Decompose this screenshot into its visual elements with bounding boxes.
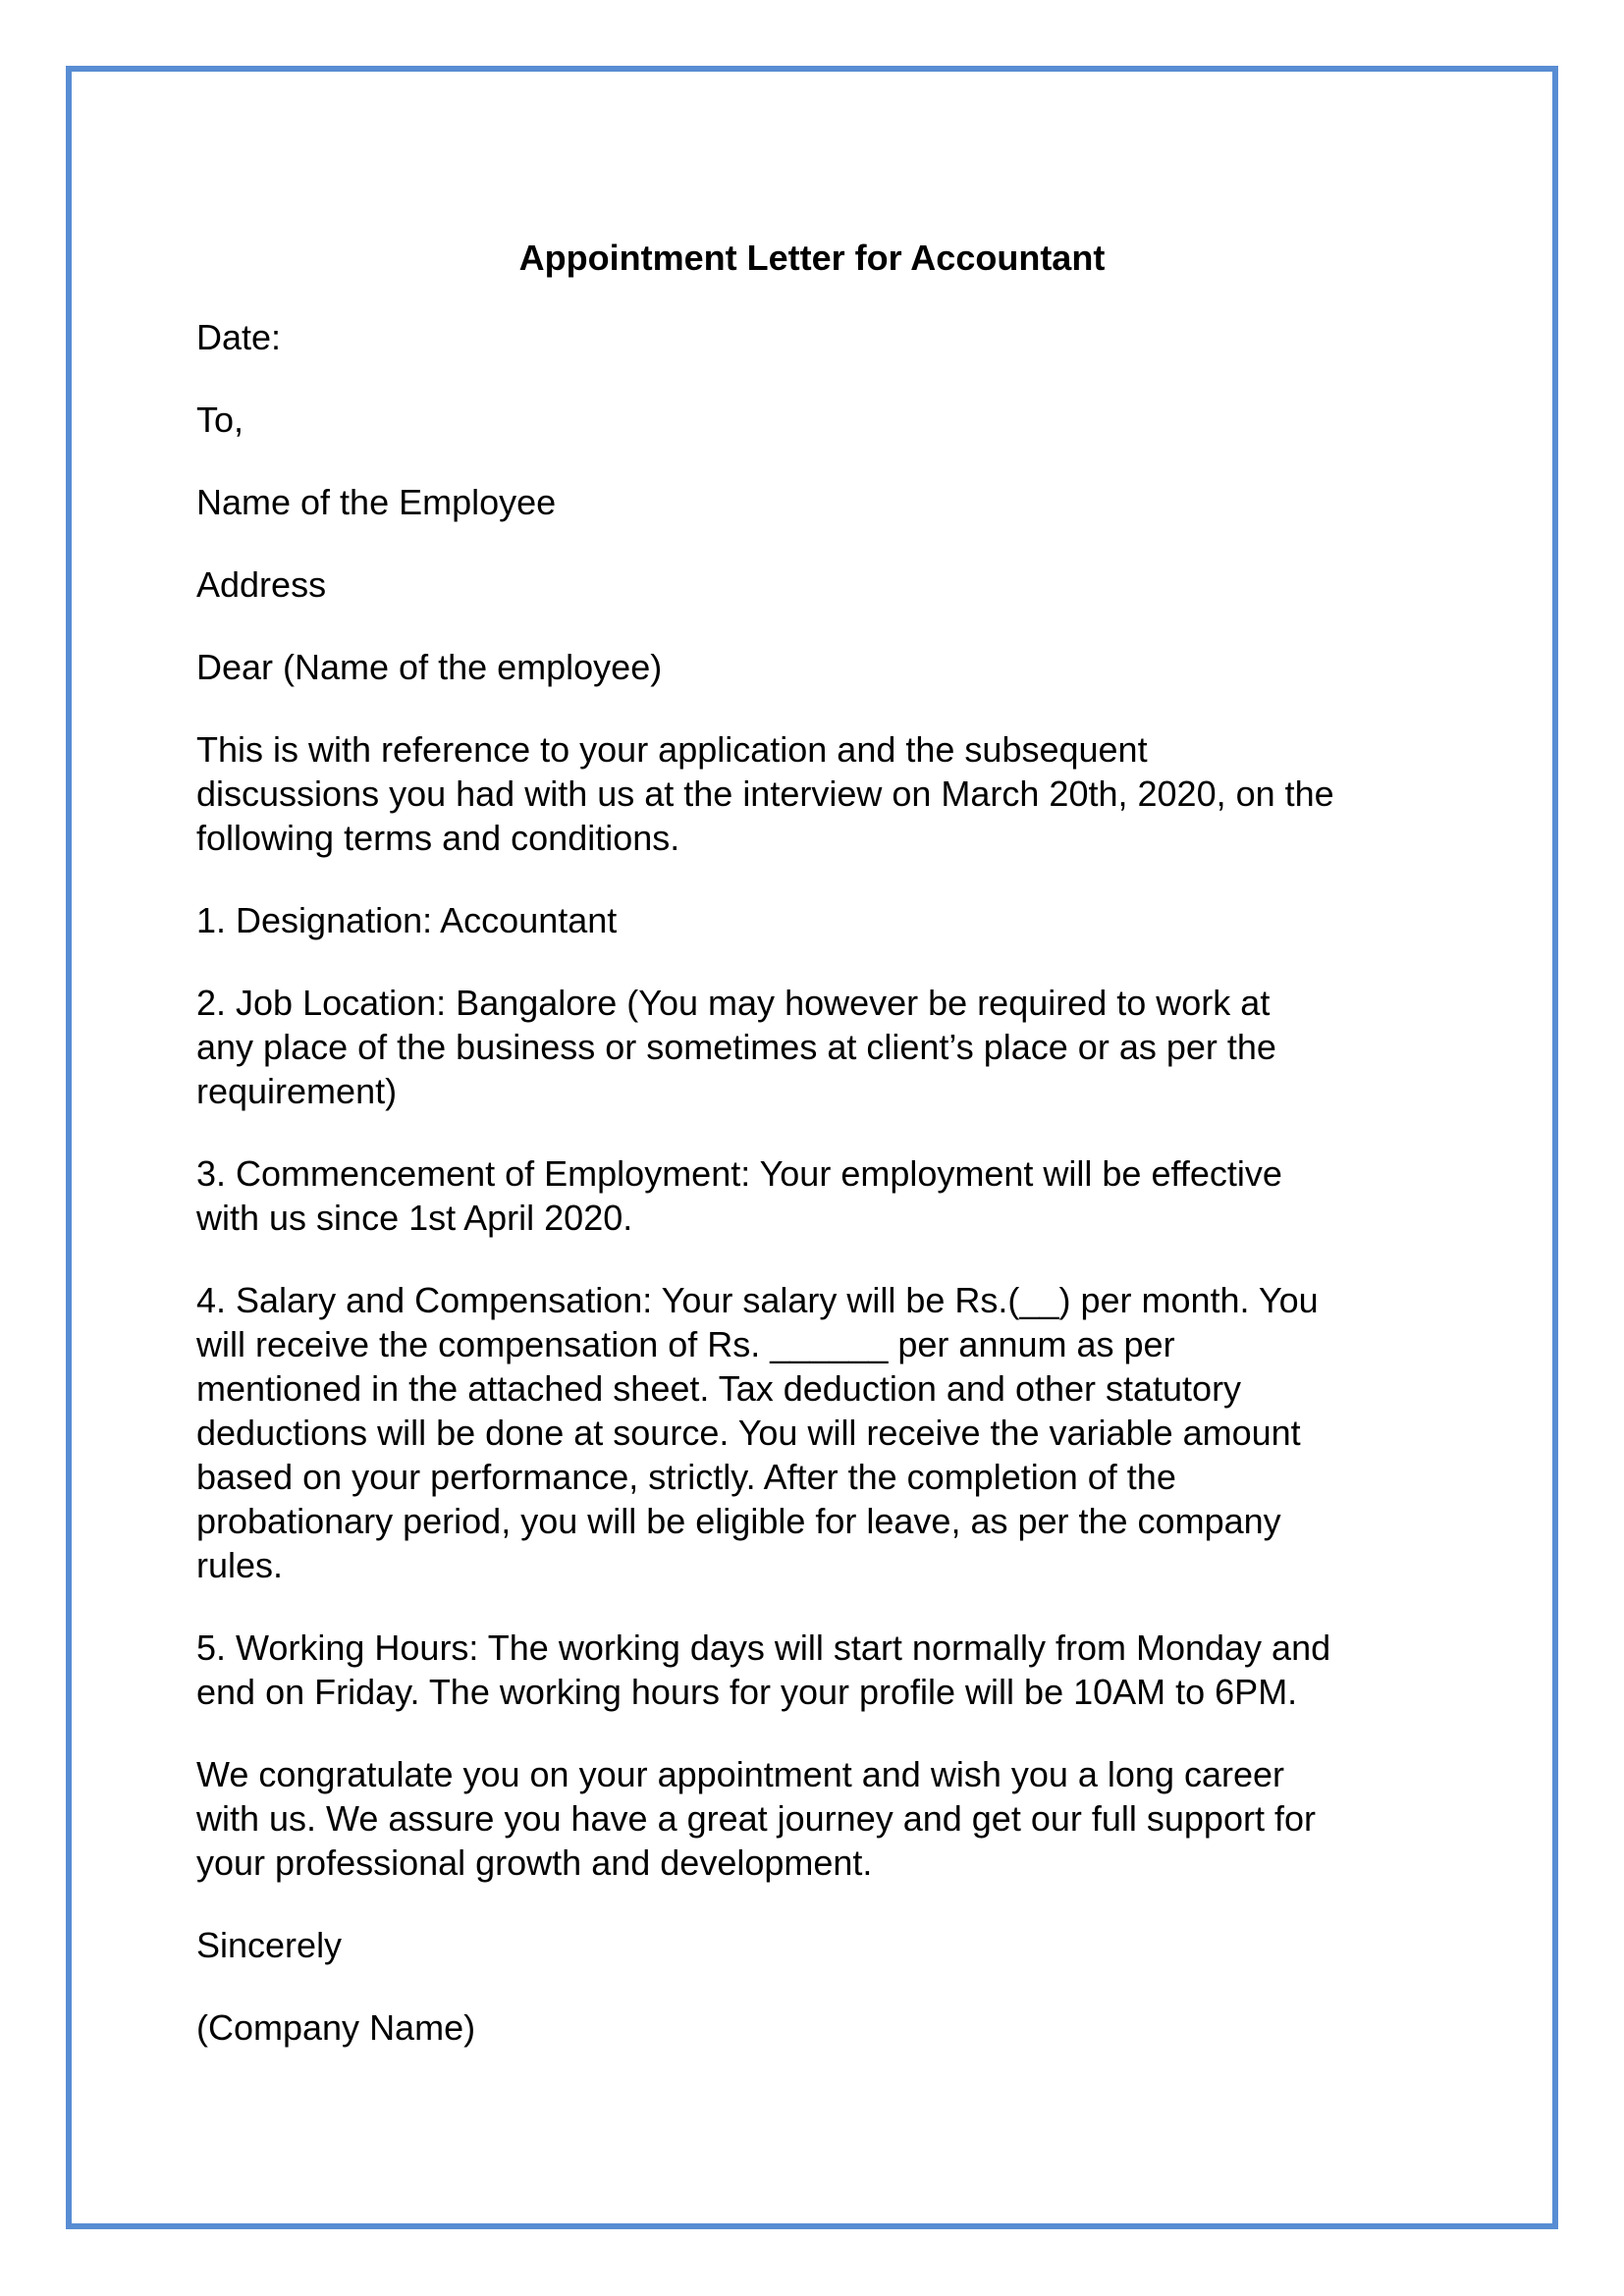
recipient-to: To, — [196, 400, 244, 440]
sign-off: Sincerely — [196, 1925, 343, 1965]
term-job-location — [196, 981, 1473, 1113]
term-line: based on your performance, strictly. After the completion of the — [196, 1457, 1176, 1497]
intro-line: This is with reference to your application and the subsequent — [196, 729, 1148, 770]
term-line: requirement) — [196, 1071, 398, 1111]
term-line: 1. Designation: Accountant — [196, 900, 618, 940]
term-line: will receive the compensation of Rs. ______ per annum as per — [196, 1324, 1175, 1364]
term-line: 4. Salary and Compensation: Your salary will be Rs.(__) per month. You — [196, 1280, 1319, 1320]
closing-paragraph — [196, 1752, 1473, 1885]
term-designation — [196, 898, 1473, 942]
term-line: end on Friday. The working hours for your profile will be 10AM to 6PM. — [196, 1672, 1298, 1712]
intro-paragraph — [196, 727, 1473, 860]
letter-title: Appointment Letter for Accountant — [518, 238, 1106, 278]
term-commencement — [196, 1151, 1473, 1240]
term-line: 2. Job Location: Bangalore (You may however be required to work at — [196, 983, 1271, 1023]
date-line: Date: — [196, 317, 282, 357]
intro-line: following terms and conditions. — [196, 818, 680, 858]
intro-line: discussions you had with us at the interview on March 20th, 2020, on the — [196, 774, 1334, 814]
closing-line: We congratulate you on your appointment and wish you a long career — [196, 1754, 1285, 1794]
recipient-name: Name of the Employee — [196, 482, 557, 522]
term-line: 3. Commencement of Employment: Your employment will be effective — [196, 1153, 1282, 1194]
term-line: rules. — [196, 1545, 284, 1585]
term-line: 5. Working Hours: The working days will start normally from Monday and — [196, 1628, 1331, 1668]
company-name: (Company Name) — [196, 2007, 476, 2048]
term-line: probationary period, you will be eligible for leave, as per the company — [196, 1501, 1281, 1541]
closing-line: with us. We assure you have a great journey and get our full support for — [196, 1798, 1316, 1839]
term-working-hours — [196, 1626, 1473, 1714]
term-line: deductions will be done at source. You will receive the variable amount — [196, 1413, 1301, 1453]
term-line: with us since 1st April 2020. — [196, 1198, 633, 1238]
letter-body — [196, 315, 1473, 2088]
term-line: mentioned in the attached sheet. Tax deduction and other statutory — [196, 1368, 1242, 1409]
term-salary — [196, 1278, 1473, 1587]
recipient-address: Address — [196, 564, 327, 605]
closing-line: your professional growth and development. — [196, 1842, 873, 1883]
salutation: Dear (Name of the employee) — [196, 647, 663, 687]
term-line: any place of the business or sometimes at client’s place or as per the — [196, 1027, 1276, 1067]
